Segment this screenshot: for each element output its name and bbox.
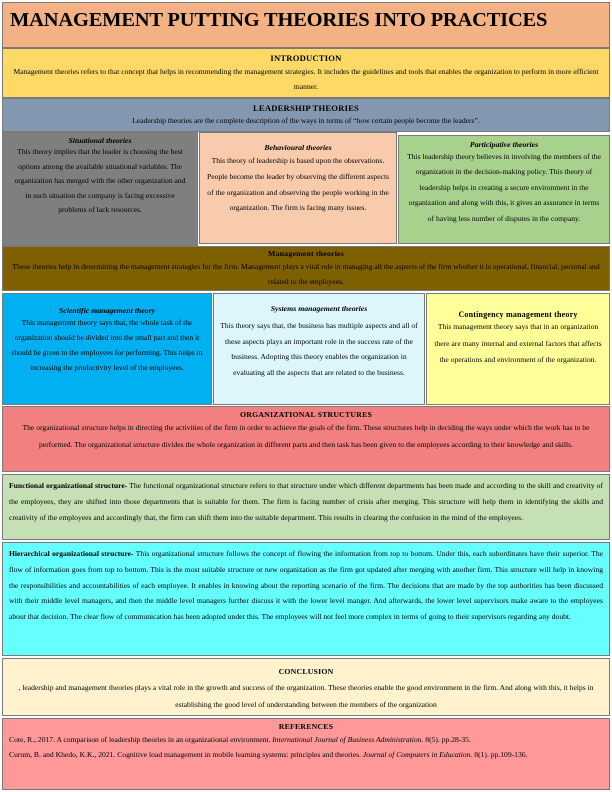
functional-paragraph bbox=[9, 478, 603, 526]
reference-journal: Journal of Computers in Education. bbox=[362, 750, 473, 759]
hierarchical-text: This organizational structure follows the concept of flowing the information from top to bottom. Under this, each subordinates have their superior. The flow of information goes from top to bottom. This is the most suitable structure or new organization as the firm got updated after merging with another firm. This structure will help in knowing the responsibilities and accountabilities of each employee. It enables in knowing about the reporting scenario of the firm. The decisions that are made by the top authorities has been discussed with their middle level managers, and then the middle level managers further discuss it with the lower level manger. And afterwards, the lower level supervisors make aware to the employees about that decision. The clear flow of communication has been adopted under this. The employees will not feel more complex in terms of going to their supervisors regarding any doubt. bbox=[9, 549, 603, 622]
introduction-heading: INTRODUCTION bbox=[270, 53, 342, 63]
org-structures-text: The organizational structure helps in directing the activities of the firm in order to achieve the goals of the firm. These structures help in deciding the ways under which the work has to be performed. The organizational structure divides the whole organization in different parts and then task has been given to the employees according to their knowledge and skills. bbox=[22, 423, 590, 449]
systems-text: This theory says that, the business has multiple aspects and all of these aspects plays an important role in the success rate of the business. Adopting this theory enables the organization in evaluating all the aspects that are related to the business. bbox=[220, 321, 418, 377]
introduction-section bbox=[2, 48, 610, 98]
reference-text: Cote, R., 2017. A comparison of leadership theories in an organizational environment. bbox=[9, 735, 273, 744]
reference-item bbox=[9, 747, 603, 762]
situational-heading: Situational theories bbox=[68, 136, 132, 145]
hierarchical-paragraph bbox=[9, 546, 603, 625]
references-heading: REFERENCES bbox=[278, 722, 334, 731]
org-structures-section bbox=[2, 406, 610, 472]
scientific-management-box bbox=[2, 293, 212, 405]
functional-lead: Functional organizational structure bbox=[9, 481, 125, 490]
leadership-heading: LEADERSHIP THEORIES bbox=[252, 103, 360, 113]
introduction-text: Management theories refers to that concept that helps in recommending the management strategies. It includes the guidelines and tools that enables the organization to perform in more efficient manner. bbox=[13, 67, 599, 91]
hierarchical-lead: Hierarchical organizational structure- bbox=[9, 549, 134, 558]
management-text: These theories help in determining the management strategies for the firm. Management plays a vital role in managing all the aspects of the firm whether it is operational, financial, personal and related to the employees. bbox=[12, 262, 600, 286]
participative-theories-box bbox=[398, 135, 610, 244]
title-banner bbox=[2, 2, 610, 48]
behavioural-theories-box bbox=[199, 132, 397, 244]
reference-journal: International Journal of Business Administration. bbox=[272, 735, 424, 744]
org-structures-heading: ORGANIZATIONAL STRUCTURES bbox=[239, 410, 372, 419]
leadership-text: Leadership theories are the complete description of the ways in terms of “how certain people become the leaders”. bbox=[132, 116, 480, 125]
systems-management-box bbox=[213, 293, 425, 405]
management-theories-section bbox=[2, 246, 610, 291]
management-heading: Management theories bbox=[268, 249, 344, 258]
functional-text: - The functional organizational structure refers to that structure under which different departments has been made and according to the skill and creativity of the employees, they are shifted into those departments that is suitable for them. The firm is facing number of crisis after merging. This structure will help them in identifying the skills and creativity of the employees and accordingly that, the firm can shift them into the suitable department. This results in clearing the confusion in the mind of the employees. bbox=[9, 481, 603, 522]
situational-text: This theory implies that the leader is choosing the best options among the available situational variables. The organization has merged with the other organization and in such situation the company is facing excessive problems of lack resources. bbox=[14, 147, 186, 215]
behavioural-heading: Behavioural theories bbox=[264, 143, 332, 152]
contingency-heading: Contingency management theory bbox=[458, 310, 578, 319]
reference-item bbox=[9, 732, 603, 747]
hierarchical-structure-box bbox=[2, 542, 610, 656]
situational-theories-box bbox=[2, 132, 198, 246]
participative-text: This leadership theory believes in involving the members of the organization in the decision-making policy. This theory of leadership helps in creating a secure environment in the organization and along with this, it gives an assurance in terms of having less number of disputes in the company. bbox=[407, 152, 601, 223]
contingency-text: This management theory says that in an organization there are many internal and external factors that affects the operations and environment of the organization. bbox=[434, 322, 602, 364]
reference-tail: 8(5). pp.28-35. bbox=[423, 735, 471, 744]
conclusion-section bbox=[2, 658, 610, 716]
references-section bbox=[2, 718, 610, 790]
behavioural-text: This theory of leadership is based upon the observations. People become the leader by observing the different aspects of the organization and observing the people working in the organization. The firm is facing many issues. bbox=[206, 156, 390, 213]
systems-heading: Systems management theories bbox=[270, 304, 368, 313]
leadership-section bbox=[2, 98, 610, 132]
conclusion-text: , leadership and management theories plays a vital role in the growth and success of the organization. These theories enable the good environment in the firm. And along with this, it helps in establishing the good level of understanding between the members of the organization bbox=[18, 683, 594, 709]
scientific-heading: Scientific management theory bbox=[58, 306, 156, 315]
reference-tail: 8(1). pp.109-136. bbox=[472, 750, 528, 759]
page-title: MANAGEMENT PUTTING THEORIES INTO PRACTICES bbox=[10, 9, 548, 31]
participative-heading: Participative theories bbox=[469, 140, 539, 149]
conclusion-heading: CONCLUSION bbox=[278, 667, 334, 676]
contingency-management-box bbox=[426, 293, 610, 405]
reference-text: Curum, B. and Khedo, K.K., 2021. Cognitive load management in mobile learning systems: principles and theories. bbox=[9, 750, 363, 759]
scientific-text: This management theory says that, the whole task of the organization should be divided into the small part and then it should be given to the employees for performing. This helps in increasing the productivity level of the employees. bbox=[11, 318, 203, 373]
functional-structure-box bbox=[2, 474, 610, 540]
